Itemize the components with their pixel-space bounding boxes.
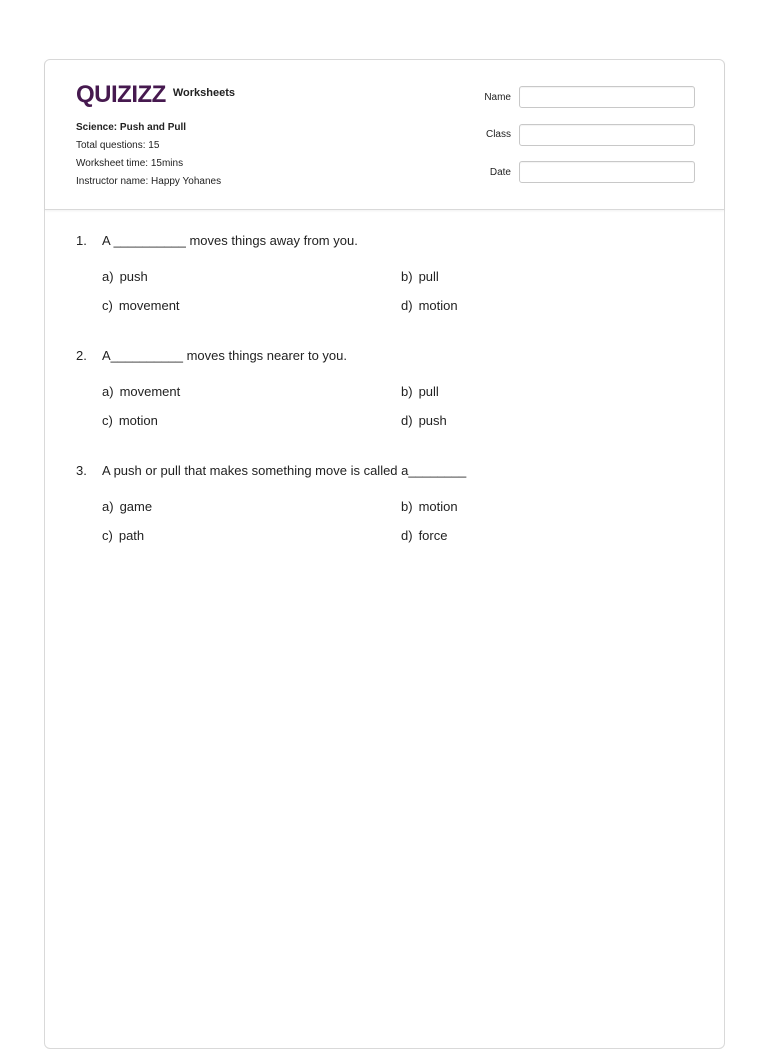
option-b[interactable]: [401, 499, 700, 515]
option-letter: d): [401, 528, 413, 543]
option-b[interactable]: [401, 269, 700, 285]
option-letter: c): [102, 298, 113, 313]
question-stem: [76, 233, 696, 249]
question-text: A__________ moves things nearer to you.: [102, 348, 348, 363]
quizizz-logo: QUIZIZZ: [76, 81, 166, 108]
option-text: motion: [118, 413, 158, 428]
question-stem: [76, 348, 696, 364]
worksheet-time: Worksheet time: 15mins: [76, 158, 184, 169]
option-letter: c): [102, 528, 113, 543]
option-letter: b): [401, 384, 413, 399]
date-field-row: [465, 161, 695, 183]
question-list: [76, 233, 696, 578]
total-questions: Total questions: 15: [76, 140, 160, 151]
option-text: movement: [119, 384, 181, 399]
student-info-fields: [465, 86, 695, 199]
option-letter: a): [102, 269, 114, 284]
option-text: push: [418, 413, 447, 428]
worksheet-page: [44, 59, 725, 1049]
worksheet-meta: [76, 119, 221, 191]
answer-options: [102, 269, 696, 314]
instructor-name: Instructor name: Happy Yohanes: [76, 176, 222, 187]
option-letter: d): [401, 413, 413, 428]
class-field-row: [465, 124, 695, 146]
question-3: [76, 463, 696, 544]
worksheet-subject: Science: Push and Pull: [76, 122, 187, 133]
option-letter: d): [401, 298, 413, 313]
option-text: game: [119, 499, 153, 514]
option-letter: c): [102, 413, 113, 428]
option-c[interactable]: [102, 413, 401, 429]
option-letter: b): [401, 269, 413, 284]
option-text: pull: [418, 269, 439, 284]
option-d[interactable]: [401, 298, 700, 314]
option-b[interactable]: [401, 384, 700, 400]
option-text: movement: [118, 298, 180, 313]
date-field[interactable]: [519, 161, 695, 183]
option-text: motion: [418, 499, 458, 514]
answer-options: [102, 499, 696, 544]
option-text: pull: [418, 384, 439, 399]
question-text: A __________ moves things away from you.: [102, 233, 358, 248]
option-letter: a): [102, 499, 114, 514]
option-text: path: [118, 528, 145, 543]
question-stem: [76, 463, 696, 479]
name-label: Name: [484, 91, 511, 103]
question-1: [76, 233, 696, 314]
name-field[interactable]: [519, 86, 695, 108]
question-number: 3.: [76, 463, 87, 478]
question-number: 2.: [76, 348, 87, 363]
question-text: A push or pull that makes something move is called a________: [102, 463, 467, 478]
class-label: Class: [485, 129, 511, 140]
option-d[interactable]: [401, 413, 700, 429]
option-a[interactable]: [102, 384, 401, 400]
option-letter: a): [102, 384, 114, 399]
answer-options: [102, 384, 696, 429]
option-a[interactable]: [102, 499, 401, 515]
option-c[interactable]: [102, 298, 401, 314]
option-text: push: [119, 269, 148, 284]
class-field[interactable]: [519, 124, 695, 146]
brand-subtitle: Worksheets: [172, 87, 235, 99]
worksheet-header: [45, 60, 724, 210]
brand: [76, 81, 235, 109]
option-text: force: [418, 528, 448, 543]
option-text: motion: [418, 298, 458, 313]
option-letter: b): [401, 499, 413, 514]
question-2: [76, 348, 696, 429]
name-field-row: [465, 86, 695, 108]
question-number: 1.: [76, 233, 87, 248]
option-c[interactable]: [102, 528, 401, 544]
option-d[interactable]: [401, 528, 700, 544]
option-a[interactable]: [102, 269, 401, 285]
date-label: Date: [489, 166, 511, 178]
